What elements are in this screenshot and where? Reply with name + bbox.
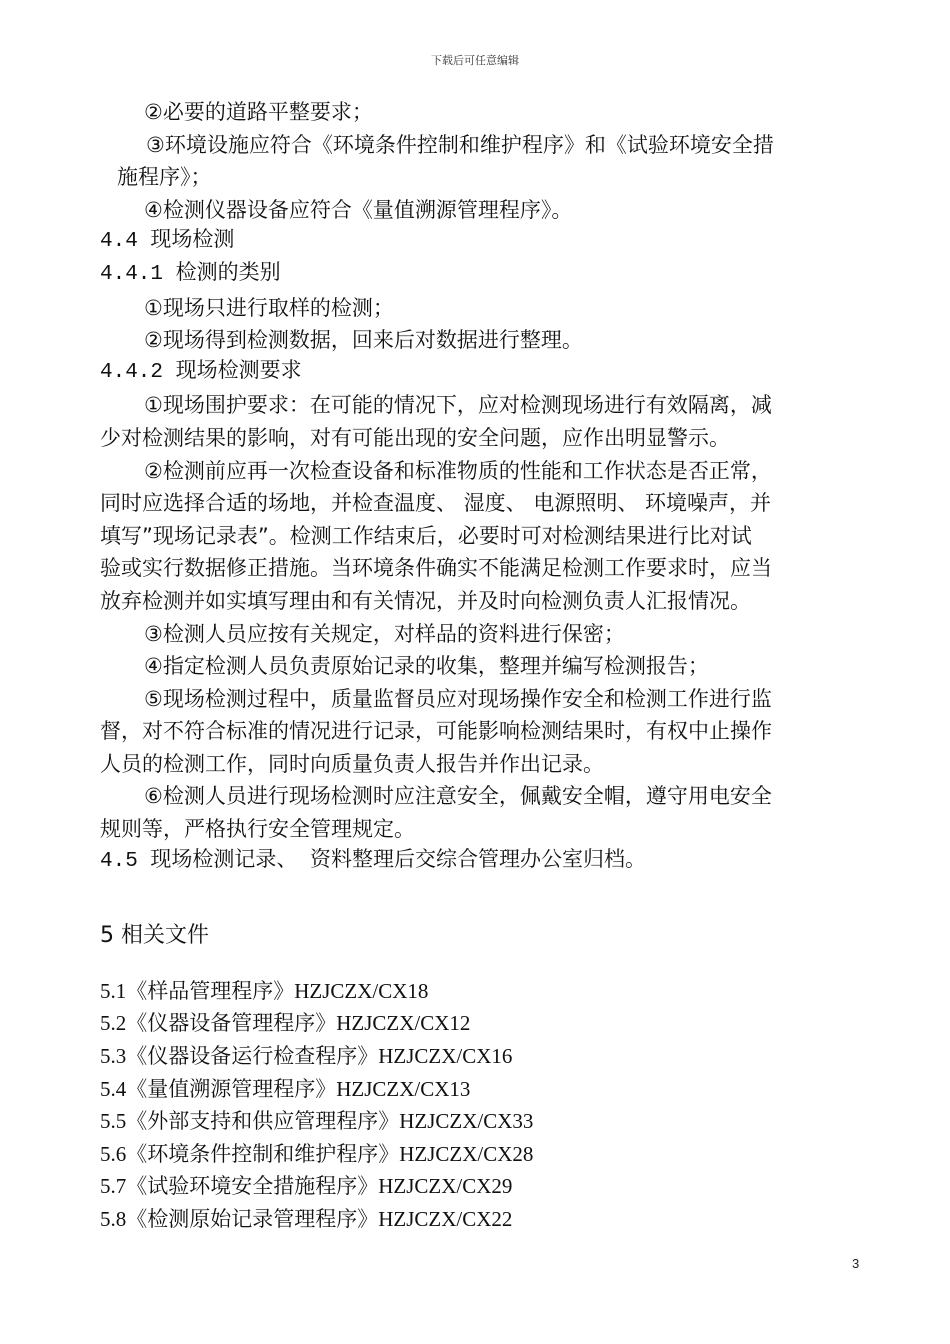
paragraph-line: 放弃检测并如实填写理由和有关情况，并及时向检测负责人汇报情况。: [100, 588, 751, 613]
page-header: 下载后可任意编辑: [431, 54, 519, 67]
reference-list: [100, 975, 860, 1236]
reference-item: 5.1《样品管理程序》HZJCZX/CX18: [100, 978, 429, 1003]
section-heading-4-4-1: 4.4.1 检测的类别: [100, 262, 281, 286]
section-heading-4-4-2: 4.4.2 现场检测要求: [100, 360, 302, 384]
section-spacer: [100, 878, 860, 898]
section-heading-5: 5 相关文件: [100, 923, 209, 949]
paragraph-line: ②现场得到检测数据，回来后对数据进行整理。: [144, 328, 583, 353]
paragraph-line: 验或实行数据修正措施。当环境条件确实不能满足检测工作要求时，应当: [100, 556, 772, 581]
paragraph-line: 规则等，严格执行安全管理规定。: [100, 817, 415, 842]
paragraph-line: ②检测前应再一次检查设备和标准物质的性能和工作状态是否正常，: [144, 458, 772, 483]
paragraph-line: 同时应选择合适的场地，并检查温度、 湿度、 电源照明、 环境噪声，并: [100, 491, 772, 516]
paragraph-line: ③检测人员应按有关规定，对样品的资料进行保密；: [144, 621, 625, 646]
paragraph-line: ①现场只进行取样的检测；: [144, 295, 394, 320]
paragraph-line: ⑤现场检测过程中，质量监督员应对现场操作安全和检测工作进行监: [144, 686, 772, 711]
reference-item: 5.7《试验环境安全措施程序》HZJCZX/CX29: [100, 1174, 513, 1199]
paragraph-line: 施程序》；: [117, 165, 212, 190]
reference-item: 5.6《环境条件控制和维护程序》HZJCZX/CX28: [100, 1141, 534, 1166]
reference-item: 5.3《仪器设备运行检查程序》HZJCZX/CX16: [100, 1044, 513, 1069]
paragraph-line: 督，对不符合标准的情况进行记录，可能影响检测结果时，有权中止操作: [100, 719, 772, 744]
reference-item: 5.2《仪器设备管理程序》HZJCZX/CX12: [100, 1011, 471, 1036]
paragraph-line: ②必要的道路平整要求；: [144, 100, 373, 124]
section-heading-4-5: 4.5 现场检测记录、 资料整理后交综合管理办公室归档。: [100, 849, 647, 873]
paragraph-line: ⑥检测人员进行现场检测时应注意安全，佩戴安全帽，遵守用电安全: [144, 784, 772, 809]
document-body: [100, 96, 860, 1236]
reference-item: 5.5《外部支持和供应管理程序》HZJCZX/CX33: [100, 1109, 534, 1134]
reference-item: 5.4《量值溯源管理程序》HZJCZX/CX13: [100, 1076, 471, 1101]
paragraph-line: ④指定检测人员负责原始记录的收集，整理并编写检测报告；: [144, 654, 709, 679]
paragraph-line: 填写”现场记录表”。检测工作结束后，必要时可对检测结果进行比对试: [100, 523, 752, 548]
section-heading-4-4: 4.4 现场检测: [100, 230, 235, 254]
paragraph-line: 少对检测结果的影响，对有可能出现的安全问题，应作出明显警示。: [100, 425, 730, 450]
reference-item: 5.8《检测原始记录管理程序》HZJCZX/CX22: [100, 1207, 513, 1231]
paragraph-line: ④检测仪器设备应符合《量值溯源管理程序》。: [144, 197, 573, 222]
paragraph-line: 人员的检测工作，同时向质量负责人报告并作出记录。: [100, 751, 604, 776]
paragraph-line: ①现场围护要求：在可能的情况下，应对检测现场进行有效隔离，减: [144, 393, 772, 418]
paragraph-line: ③环境设施应符合《环境条件控制和维护程序》和《试验环境安全措: [146, 132, 774, 157]
page-number: 3: [852, 1256, 860, 1271]
